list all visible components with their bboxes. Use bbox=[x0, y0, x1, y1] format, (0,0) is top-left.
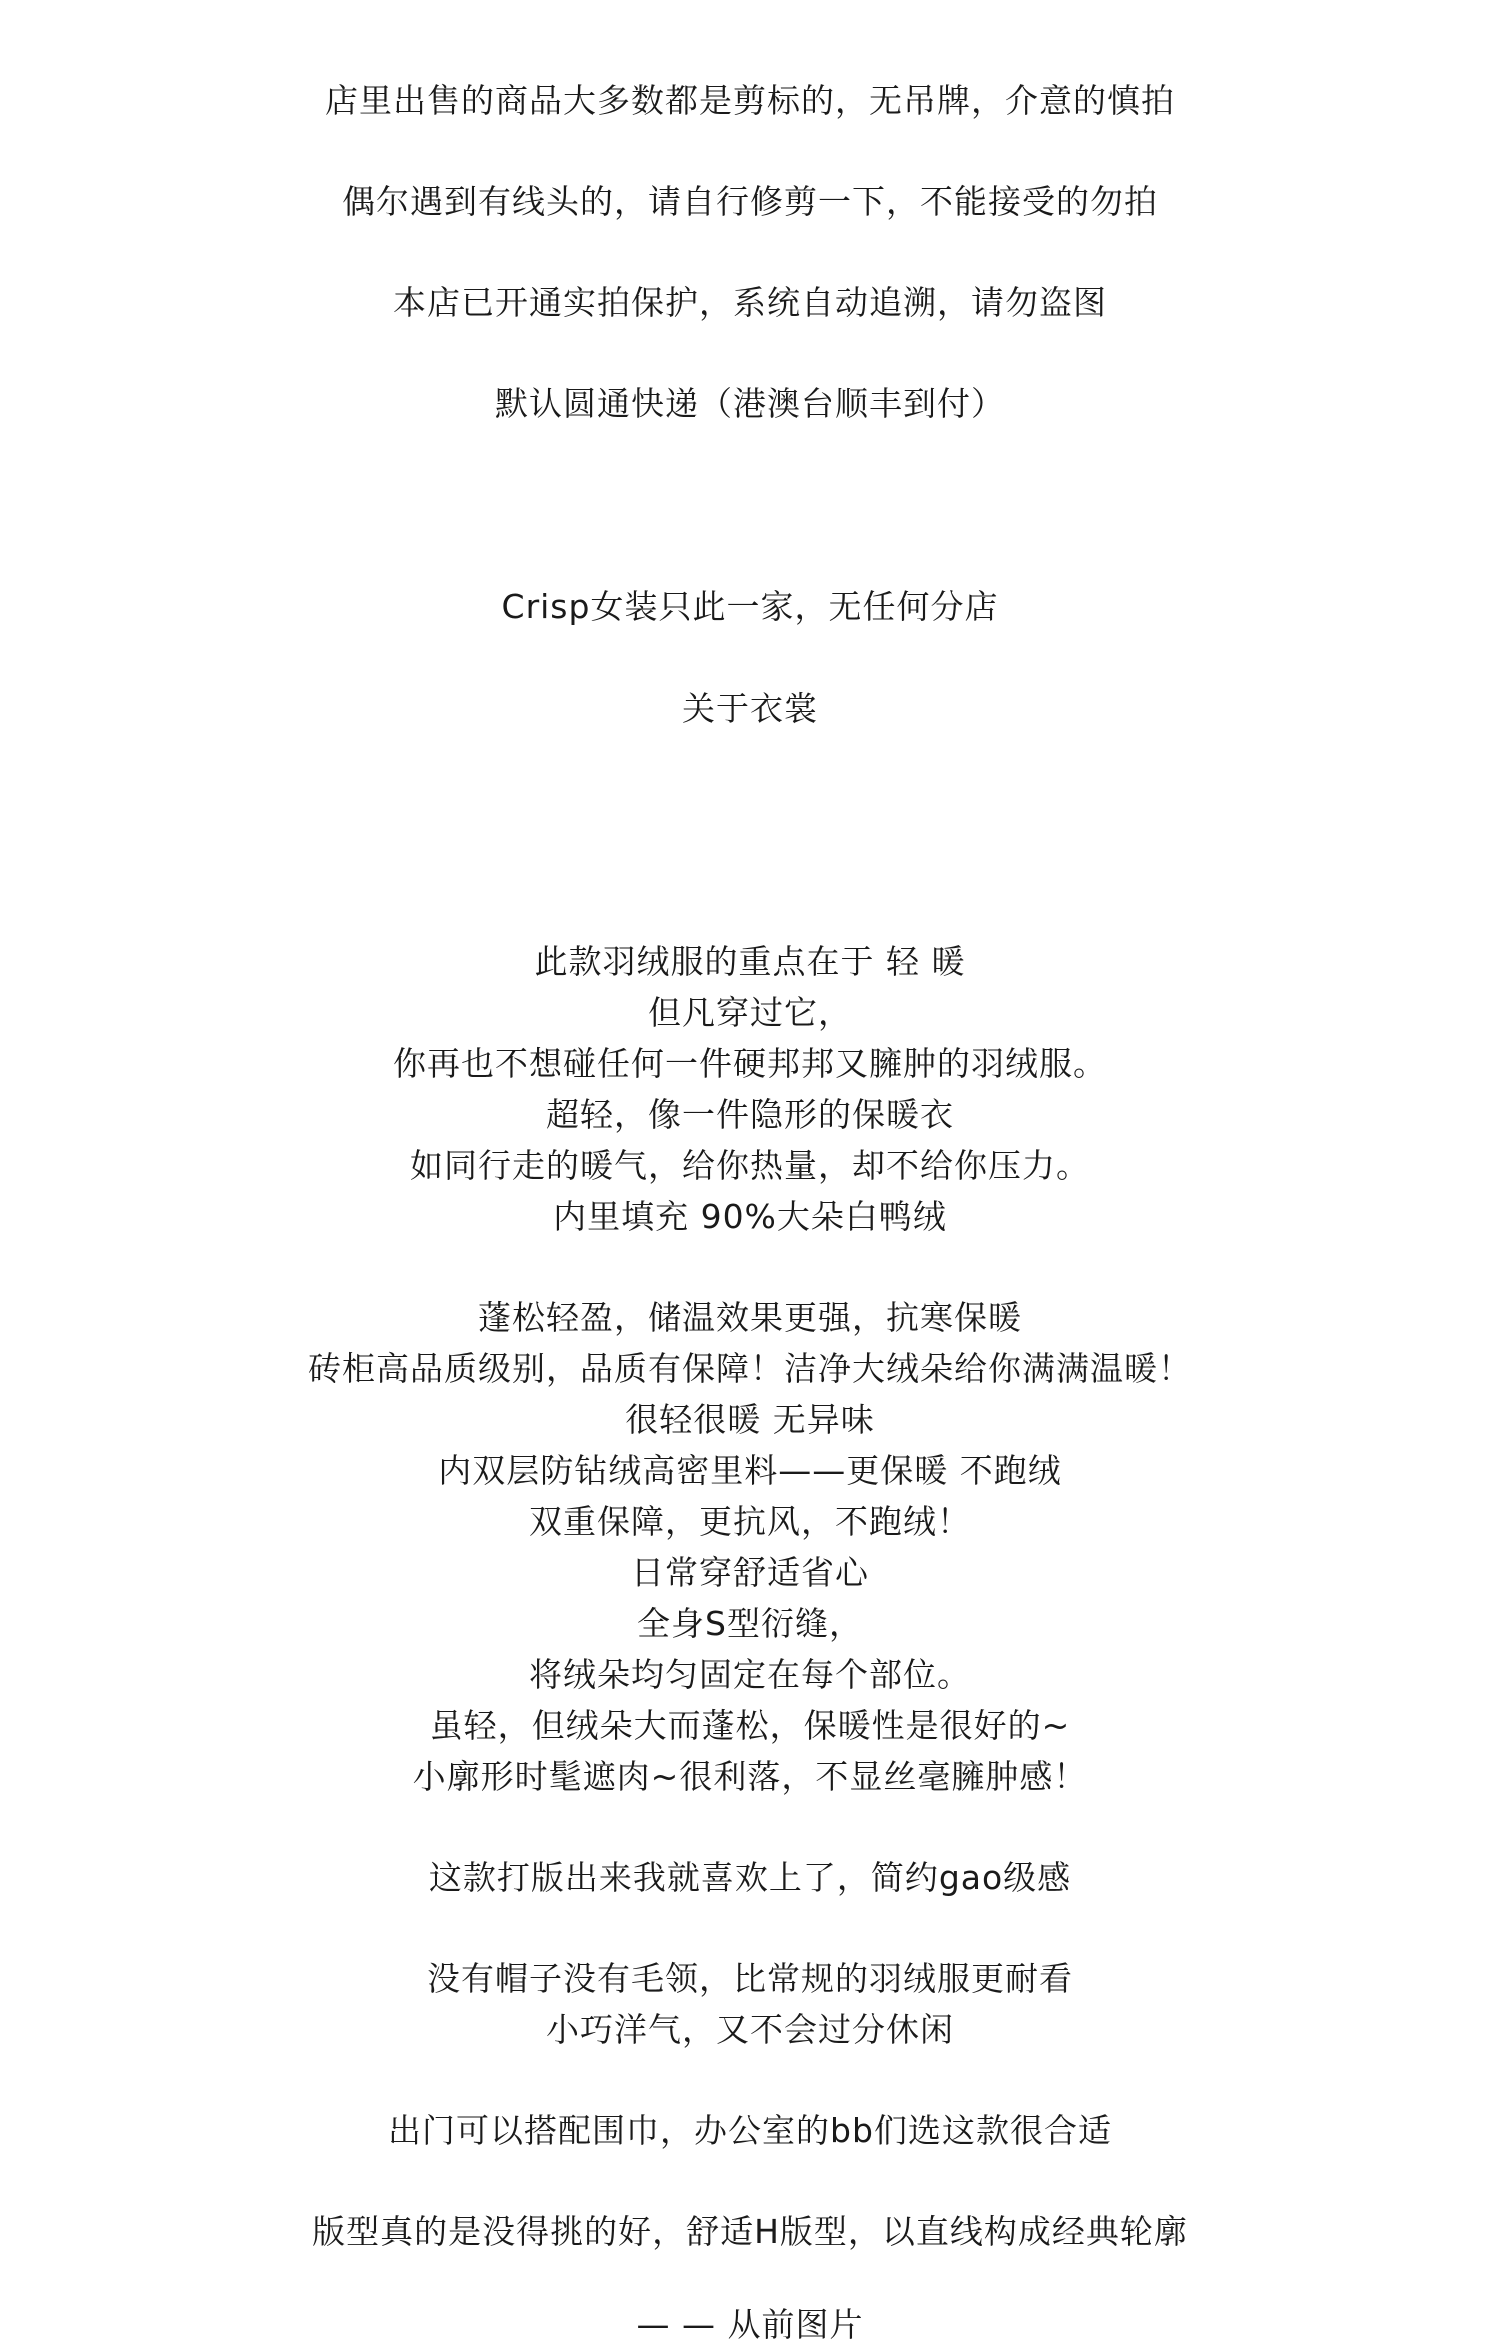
description-line: 超轻，像一件隐形的保暖衣 bbox=[546, 1095, 954, 1134]
notice-line-loose-threads: 偶尔遇到有线头的，请自行修剪一下，不能接受的勿拍 bbox=[342, 182, 1158, 221]
description-line: 小巧洋气，又不会过分休闲 bbox=[546, 2010, 954, 2049]
description-line: 如同行走的暖气，给你热量，却不给你压力。 bbox=[410, 1146, 1090, 1185]
description-line: 日常穿舒适省心 bbox=[631, 1553, 869, 1592]
description-line: 内里填充 90%大朵白鸭绒 bbox=[553, 1197, 947, 1236]
description-line: 这款打版出来我就喜欢上了，简约gao级感 bbox=[428, 1858, 1072, 1897]
description-line: 虽轻，但绒朵大而蓬松，保暖性是很好的~ bbox=[429, 1706, 1071, 1745]
description-line: 版型真的是没得挑的好，舒适H版型，以直线构成经典轮廓 bbox=[312, 2212, 1188, 2251]
description-line: 砖柜高品质级别，品质有保障！洁净大绒朵给你满满温暖！ bbox=[308, 1349, 1192, 1388]
description-line: 出门可以搭配围巾，办公室的bb们选这款很合适 bbox=[388, 2111, 1112, 2150]
section-title: 关于衣裳 bbox=[682, 689, 818, 728]
description-line: 将绒朵均匀固定在每个部位。 bbox=[529, 1655, 971, 1694]
description-line: 蓬松轻盈，储温效果更强，抗寒保暖 bbox=[478, 1298, 1022, 1337]
notice-line-shipping: 默认圆通快递（港澳台顺丰到付） bbox=[495, 384, 1005, 423]
notice-line-tag-removed: 店里出售的商品大多数都是剪标的，无吊牌，介意的慎拍 bbox=[325, 81, 1175, 120]
description-line: 全身S型衍缝， bbox=[637, 1604, 863, 1643]
description-line: 没有帽子没有毛领，比常规的羽绒服更耐看 bbox=[427, 1959, 1073, 1998]
store-statement: Crisp女装只此一家，无任何分店 bbox=[501, 587, 999, 626]
description-line: 内双层防钻绒高密里料——更保暖 不跑绒 bbox=[438, 1451, 1062, 1490]
description-line: 小廓形时髦遮肉~很利落，不显丝毫臃肿感！ bbox=[412, 1757, 1088, 1796]
description-line: 此款羽绒服的重点在于 轻 暖 bbox=[534, 942, 966, 981]
description-line: 很轻很暖 无异味 bbox=[625, 1400, 875, 1439]
description-line: 你再也不想碰任何一件硬邦邦又臃肿的羽绒服。 bbox=[393, 1044, 1107, 1083]
description-line: 双重保障，更抗风，不跑绒！ bbox=[529, 1502, 971, 1541]
partial-cut-line: — — 从前图片 bbox=[636, 2305, 864, 2344]
notice-line-photo-protection: 本店已开通实拍保护，系统自动追溯，请勿盗图 bbox=[393, 283, 1107, 322]
description-line: 但凡穿过它， bbox=[648, 993, 852, 1032]
